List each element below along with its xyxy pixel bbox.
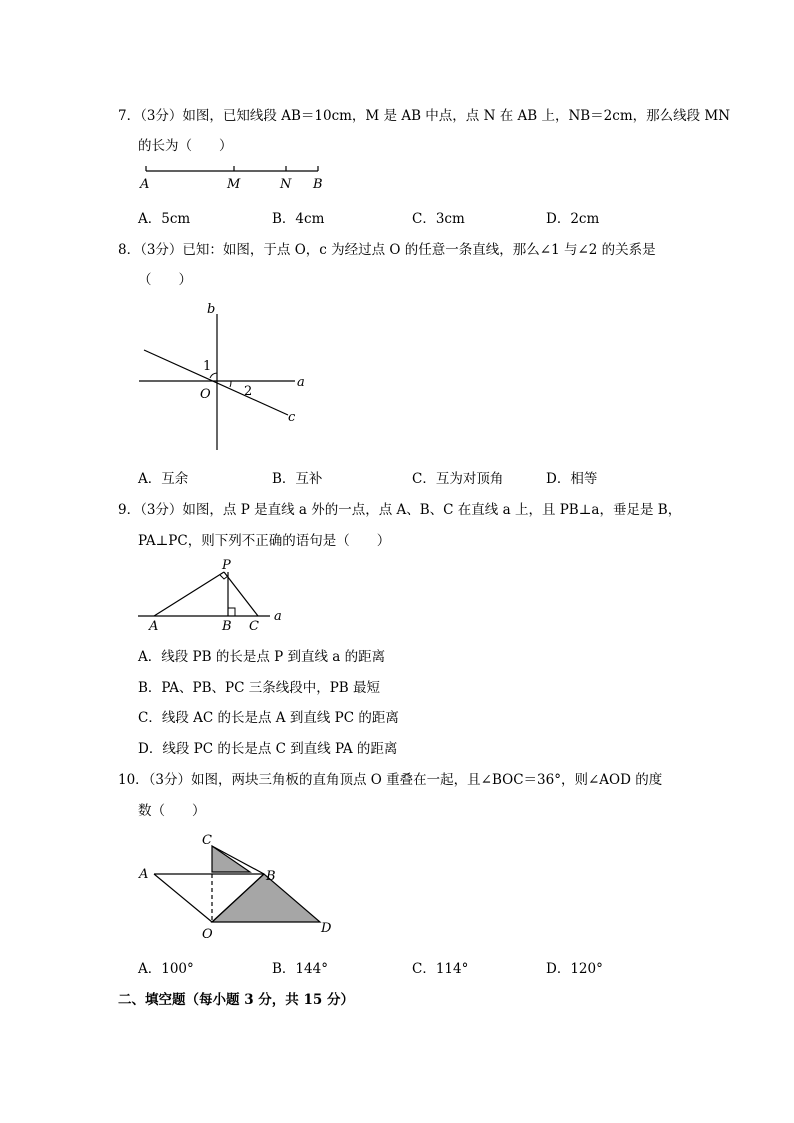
q9-label-c: C (249, 619, 259, 634)
q7-label-n: N (280, 177, 292, 192)
q9-perpendicular-figure (130, 556, 300, 634)
q8-angle-figure (130, 298, 320, 456)
q7-label-a: A (140, 177, 150, 192)
q9-option-d[interactable]: D．线段 PC 的长是点 C 到直线 PA 的距离 (138, 741, 398, 757)
q10-text-line2: 数（ ） (138, 803, 206, 819)
q7-label-m: M (227, 177, 241, 192)
q10-label-d: D (321, 921, 332, 936)
q8-option-c[interactable]: C．互为对顶角 (412, 471, 504, 487)
q10-triangles-figure (130, 828, 340, 943)
q8-text-line1: 8．（3分）已知：如图，于点 O，c 为经过点 O 的任意一条直线，那么∠1 与∠2 的关系是 (118, 242, 656, 258)
q10-text-line1: 10．（3分）如图，两块三角板的直角顶点 O 重叠在一起，且∠BOC＝36°，则∠AOD 的度 (118, 772, 663, 788)
q8-label-a: a (297, 375, 305, 390)
q7-label-b: B (313, 177, 323, 192)
q8-label-o: O (200, 387, 211, 402)
q8-label-angle2: 2 (244, 384, 253, 399)
q7-segment-figure (130, 160, 340, 196)
q10-option-d[interactable]: D．120° (546, 961, 603, 977)
q8-option-a[interactable]: A．互余 (138, 471, 189, 487)
q7-option-c[interactable]: C．3cm (412, 211, 465, 227)
q7-options (138, 207, 698, 227)
q10-label-o: O (202, 927, 213, 942)
q8-option-b[interactable]: B．互补 (272, 471, 323, 487)
q8-option-d[interactable]: D．相等 (546, 471, 598, 487)
q9-option-c[interactable]: C．线段 AC 的长是点 A 到直线 PC 的距离 (138, 710, 399, 726)
q7-text-line1: 7．（3分）如图，已知线段 AB＝10cm，M 是 AB 中点，点 N 在 AB 上，NB＝2cm，那么线段 MN (118, 108, 731, 124)
q8-label-b: b (207, 302, 216, 317)
q7-option-d[interactable]: D．2cm (546, 211, 600, 227)
q8-text-line2: （ ） (138, 272, 192, 288)
q8-label-c: c (288, 410, 296, 425)
q9-option-b[interactable]: B．PA、PB、PC 三条线段中，PB 最短 (138, 680, 381, 696)
q9-label-b: B (222, 619, 232, 634)
q10-option-b[interactable]: B．144° (272, 961, 328, 977)
q10-label-c: C (202, 833, 212, 848)
q7-option-b[interactable]: B．4cm (272, 211, 325, 227)
q10-options (138, 957, 698, 977)
q8-label-angle1: 1 (203, 359, 212, 374)
q10-label-b: B (266, 869, 276, 884)
q9-label-line-a: a (274, 609, 282, 624)
q9-option-a[interactable]: A．线段 PB 的长是点 P 到直线 a 的距离 (138, 649, 386, 665)
q9-text-line2: PA⊥PC，则下列不正确的语句是（ ） (138, 533, 391, 549)
q7-option-a[interactable]: A．5cm (138, 211, 191, 227)
q9-label-p: P (222, 558, 231, 573)
q10-option-c[interactable]: C．114° (412, 961, 469, 977)
section2-heading: 二、填空题（每小题 3 分，共 15 分） (118, 992, 354, 1008)
q7-text-line2: 的长为（ ） (138, 138, 233, 154)
q9-text-line1: 9．（3分）如图，点 P 是直线 a 外的一点，点 A、B、C 在直线 a 上，且 PB⊥a，垂足是 B， (118, 502, 682, 518)
q10-option-a[interactable]: A．100° (138, 961, 194, 977)
q9-label-a: A (149, 619, 159, 634)
q10-label-a: A (139, 867, 149, 882)
q8-options (138, 467, 698, 487)
